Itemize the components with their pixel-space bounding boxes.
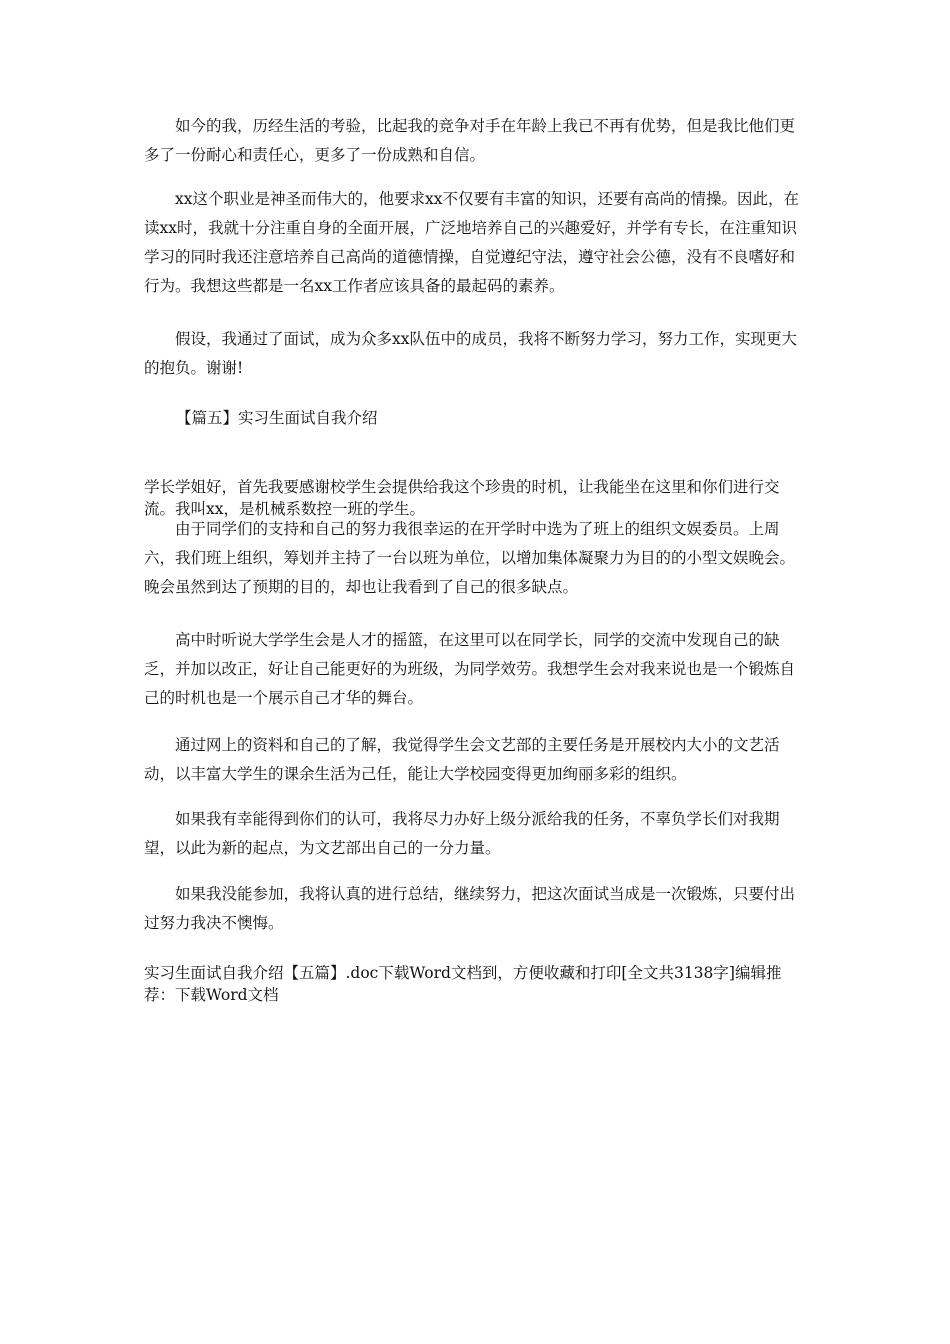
paragraph-5: 由于同学们的支持和自己的努力我很幸运的在开学时中选为了班上的组织文娱委员。上周六，我们班上组织，筹划并主持了一台以班为单位，以增加集体凝聚力为目的的小型文娱晚会。晚会虽然到达了预期的目的，却也让我看到了自己的很多缺点。 (144, 520, 796, 596)
section-heading: 【篇五】实习生面试自我介绍 (176, 409, 378, 427)
paragraph-2: xx这个职业是神圣而伟大的，他要求xx不仅要有丰富的知识，还要有高尚的情操。因此，在读xx时，我就十分注重自身的全面开展，广泛地培养自己的兴趣爱好，并学有专长，在注重知识学习的同时我还注意培养自己高尚的道德情操，自觉遵纪守法，遵守社会公德，没有不良嗜好和行为。我想这些都是一名xx工作者应该具备的最起码的素养。 (144, 190, 799, 295)
paragraph-4: 学长学姐好，首先我要感谢校学生会提供给我这个珍贵的时机，让我能坐在这里和你们进行交流。我叫xx，是机械系数控一班的学生。 (144, 478, 780, 518)
paragraph-7: 通过网上的资料和自己的了解，我觉得学生会文艺部的主要任务是开展校内大小的文艺活动，以丰富大学生的课余生活为己任，能让大学校园变得更加绚丽多彩的组织。 (144, 736, 780, 783)
paragraph-8: 如果我有幸能得到你们的认可，我将尽力办好上级分派给我的任务，不辜负学长们对我期望，以此为新的起点，为文艺部出自己的一分力量。 (144, 810, 780, 857)
paragraph-9: 如果我没能参加，我将认真的进行总结，继续努力，把这次面试当成是一次锻炼，只要付出过努力我决不懊悔。 (144, 885, 796, 932)
paragraph-1: 如今的我，历经生活的考验，比起我的竞争对手在年龄上我已不再有优势，但是我比他们更多了一份耐心和责任心，更多了一份成熟和自信。 (144, 117, 796, 164)
paragraph-3: 假设，我通过了面试，成为众多xx队伍中的成员，我将不断努力学习，努力工作，实现更大的抱负。谢谢! (144, 330, 797, 377)
paragraph-6: 高中时听说大学学生会是人才的摇篮，在这里可以在同学长，同学的交流中发现自己的缺乏，并加以改正，好让自己能更好的为班级，为同学效劳。我想学生会对我来说也是一个锻炼自己的时机也是一个展示自己才华的舞台。 (144, 631, 796, 707)
download-footer: 实习生面试自我介绍【五篇】.doc下载Word文档到，方便收藏和打印[全文共3138字]编辑推荐：下载Word文档 (144, 964, 782, 1004)
